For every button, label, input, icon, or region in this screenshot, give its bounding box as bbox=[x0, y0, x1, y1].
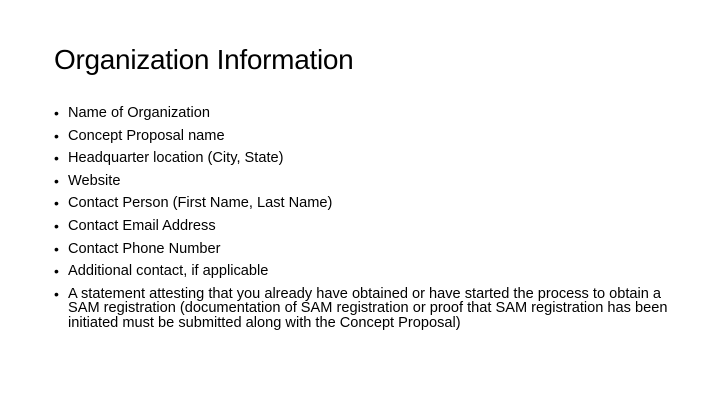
list-item-text: Headquarter location (City, State) bbox=[68, 150, 284, 167]
list-item-text: A statement attesting that you already have obtained or have started the process to obtain a SAM registration (documentation of SAM registration or proof that SAM registration has been initiated must be submitted along with the Concept Proposal) bbox=[68, 285, 668, 331]
list-item-text: Additional contact, if applicable bbox=[68, 263, 269, 280]
list-item bbox=[54, 105, 674, 122]
list-item-text: Contact Phone Number bbox=[68, 240, 221, 257]
bullet-icon: • bbox=[54, 105, 59, 121]
list-item-text: Contact Email Address bbox=[68, 217, 216, 234]
bullet-icon: • bbox=[54, 263, 59, 280]
list-item bbox=[54, 150, 674, 167]
list-item-text: Name of Organization bbox=[68, 105, 210, 121]
list-item-text: Contact Person (First Name, Last Name) bbox=[68, 195, 333, 212]
list-item bbox=[54, 241, 674, 258]
bullet-icon: • bbox=[54, 195, 59, 212]
bullet-list bbox=[54, 105, 674, 336]
bullet-icon: • bbox=[54, 285, 59, 302]
bullet-icon: • bbox=[54, 217, 59, 234]
bullet-icon: • bbox=[54, 240, 59, 257]
list-item-text: Website bbox=[68, 172, 121, 189]
list-item bbox=[54, 173, 674, 190]
list-item bbox=[54, 263, 674, 280]
bullet-icon: • bbox=[54, 127, 59, 144]
list-item bbox=[54, 195, 674, 212]
list-item bbox=[54, 128, 674, 145]
list-item-text: Concept Proposal name bbox=[68, 127, 225, 144]
bullet-icon: • bbox=[54, 150, 59, 167]
bullet-icon: • bbox=[54, 172, 59, 189]
list-item bbox=[54, 218, 674, 235]
list-item bbox=[54, 286, 674, 331]
slide-title: Organization Information bbox=[54, 44, 354, 75]
